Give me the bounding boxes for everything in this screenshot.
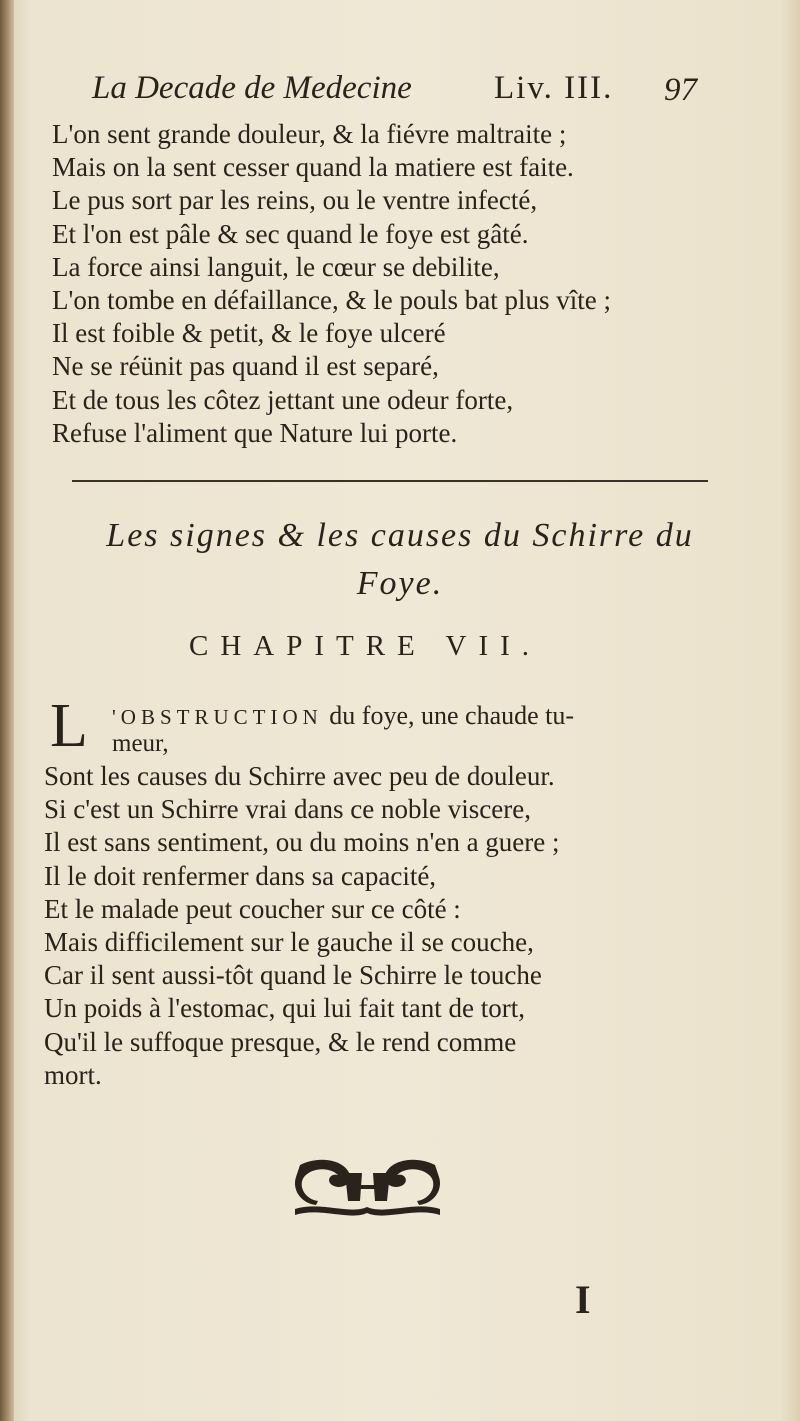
verse-line: Mais on la sent cesser quand la matiere est faite. [52,152,574,183]
verse-line: Car il sent aussi-tôt quand le Schirre le touche [44,960,542,991]
verse-line: Mais difficilement sur le gauche il se couche, [44,927,534,958]
verse-line: Si c'est un Schirre vrai dans ce noble viscere, [44,794,531,825]
book-spine-shadow [0,0,14,1421]
verse-line: Et l'on est pâle & sec quand le foye est gâté. [52,218,529,249]
verse-line: mort. [44,1059,102,1090]
verse-line: Ne se réünit pas quand il est separé, [52,351,439,382]
fleuron-ornament-icon [290,1155,445,1225]
section-title-line-2: Foye. [356,565,444,602]
verse-line: Il le doit renfermer dans sa capacité, [44,860,437,891]
opening-smallcaps: 'OBSTRUCTION [112,705,323,729]
verse-block-top [52,118,611,450]
verse-line: Il est foible & petit, & le foye ulceré [52,318,446,349]
verse-line: Le pus sort par les reins, ou le ventre infecté, [52,185,538,216]
section-title [40,512,760,608]
running-header [92,66,722,116]
chapter-heading: CHAPITRE VII. [188,630,542,662]
verse-line: La force ainsi languit, le cœur se debilite, [52,251,500,282]
verse-line: Il est sans sentiment, ou du moins n'en a guere ; [44,827,560,858]
verse-line: Et le malade peut coucher sur ce côté : [44,893,461,924]
verse-line: Sont les causes du Schirre avec peu de douleur. [44,761,555,791]
signature-mark: I [575,1277,591,1322]
verse-line: L'on sent grande douleur, & la fiévre maltraite ; [52,119,567,149]
book-number: Liv. III. [494,70,614,106]
verse-block-bottom [44,760,560,1092]
running-title: La Decade de Medecine [92,70,412,106]
drop-capital: L [50,692,88,760]
verse-line: Et de tous les côtez jettant une odeur forte, [52,384,514,415]
horizontal-rule [72,480,708,482]
opening-line [112,700,574,733]
section-title-line-1: Les signes & les causes du Schirre du [106,517,694,554]
verse-line: Un poids à l'estomac, qui lui fait tant de tort, [44,993,526,1024]
verse-line: Refuse l'aliment que Nature lui porte. [52,417,458,448]
opening-rest: du foye, une chaude tu- [322,701,575,730]
page-number: 97 [664,72,697,108]
verse-line: Qu'il le suffoque presque, & le rend comme [44,1026,517,1057]
opening-continuation: meur, [112,730,169,757]
verse-line: L'on tombe en défaillance, & le pouls bat plus vîte ; [52,285,611,316]
